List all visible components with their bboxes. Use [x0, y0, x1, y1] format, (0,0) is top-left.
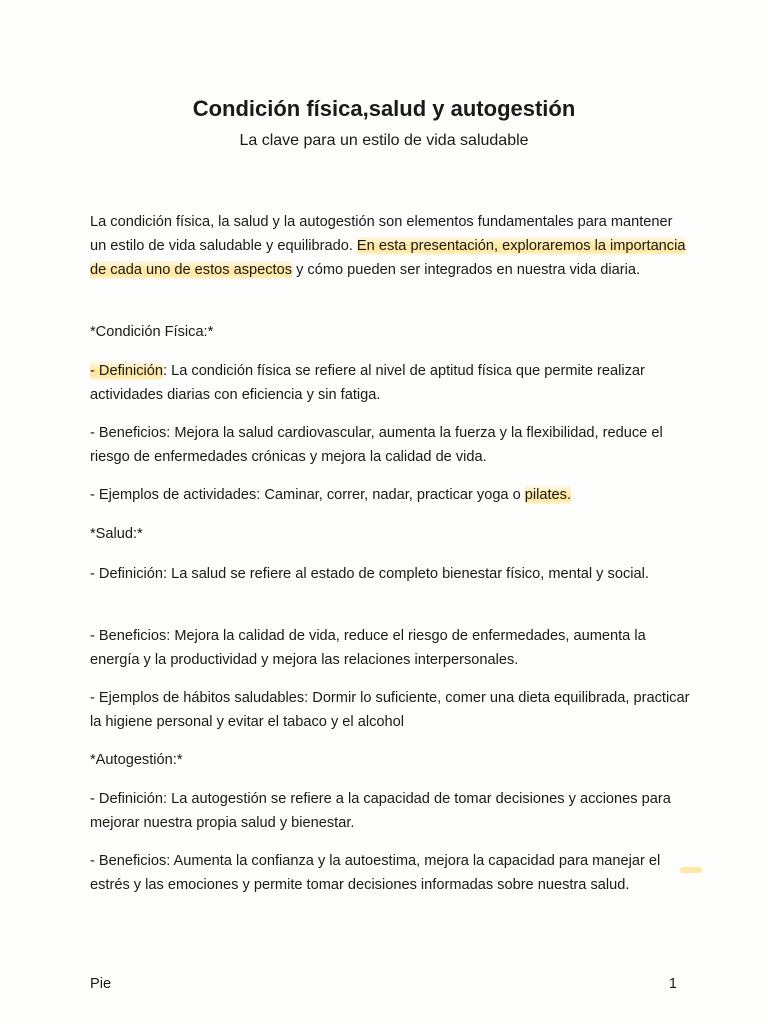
page-title: Condición física,salud y autogestión — [192, 96, 576, 121]
intro-text-2: y cómo pueden ser integrados en nuestra vida diaria. — [292, 262, 641, 278]
intro-highlight: En esta presentación, exploraremos la importancia de cada uno de estos aspectos — [90, 238, 686, 278]
salud-beneficios: - Beneficios: Mejora la calidad de vida, reduce el riesgo de enfermedades, aumenta la energía y la productividad y mejora las relaciones interpersonales. — [90, 628, 646, 668]
fisica-ejemplos-highlight: pilates. — [524, 487, 572, 503]
fisica-definicion-label: - Definición — [90, 363, 163, 379]
page-subtitle: La clave para un estilo de vida saludable — [239, 132, 529, 149]
fisica-beneficios: - Beneficios: Mejora la salud cardiovascular, aumenta la fuerza y la flexibilidad, reduce el riesgo de enfermedades crónicas y mejora la calidad de vida. — [90, 425, 663, 465]
fisica-definicion-text: : La condición física se refiere al nivel de aptitud física que permite realizar actividades diarias con eficiencia y sin fatiga. — [90, 363, 645, 403]
section-heading-salud: *Salud:* — [90, 526, 143, 542]
highlighter-stray-mark — [680, 867, 702, 873]
intro-text-1: La condición física, la salud y la autogestión son elementos fundamentales para mantener un estilo de vida saludable y equilibrado. — [90, 214, 673, 254]
section-heading-fisica: *Condición Física:* — [90, 324, 214, 340]
fisica-definicion — [90, 359, 690, 407]
footer-text: Pie — [90, 976, 112, 992]
salud-definicion: - Definición: La salud se refiere al estado de completo bienestar físico, mental y social. — [90, 566, 649, 582]
autogestion-beneficios: - Beneficios: Aumenta la confianza y la autoestima, mejora la capacidad para manejar el estrés y las emociones y permite tomar decisiones informadas sobre nuestra salud. — [90, 853, 661, 893]
fisica-ejemplos — [90, 483, 690, 507]
intro-paragraph — [90, 210, 690, 282]
fisica-ejemplos-text: - Ejemplos de actividades: Caminar, correr, nadar, practicar yoga o — [90, 487, 525, 503]
page-number: 1 — [668, 976, 677, 992]
autogestion-definicion: - Definición: La autogestión se refiere a la capacidad de tomar decisiones y acciones para mejorar nuestra propia salud y bienestar. — [90, 791, 671, 831]
salud-ejemplos: - Ejemplos de hábitos saludables: Dormir lo suficiente, comer una dieta equilibrada, practicar la higiene personal y evitar el tabaco y el alcohol — [90, 690, 690, 730]
section-heading-autogestion: *Autogestión:* — [90, 752, 183, 768]
